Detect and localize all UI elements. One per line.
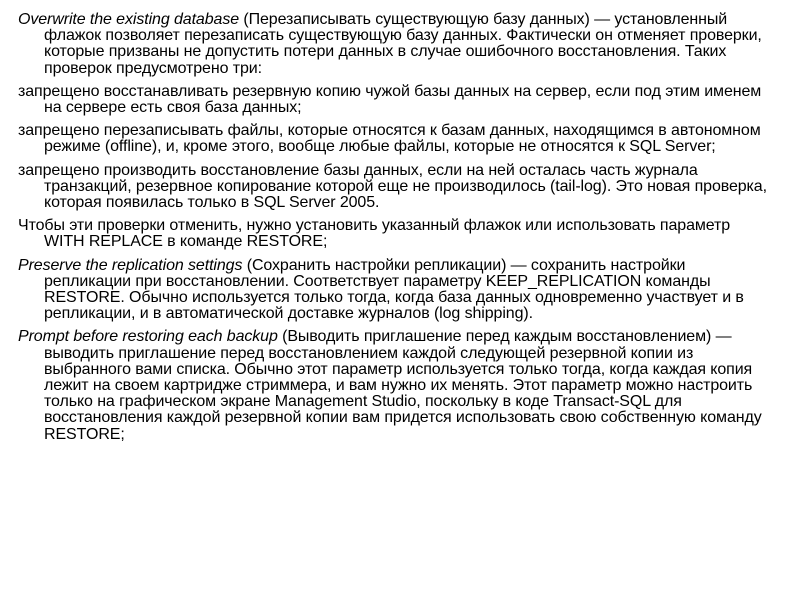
paragraph-text: Чтобы эти проверки отменить, нужно установить указанный флажок или использовать параметр WITH REPLACE в команде RESTORE; xyxy=(18,217,731,251)
paragraph-check-tail-log xyxy=(18,163,770,212)
paragraph-text: (Выводить приглашение перед каждым восстановлением) — выводить приглашение перед восстановлением каждой следующей резервной копии из выбранного вами списка. Обычно этот параметр используется только тогда, когда каждая копия лежит на своем картридже стриммера, и вам нужно их менять. Этот параметр можно настроить только на графическом экране Management Studio, поскольку в коде Transact-SQL для восстановления каждой резервной копии вам придется использовать свою собственную команду RESTORE; xyxy=(44,328,762,443)
paragraph-overwrite-option xyxy=(18,12,770,77)
paragraph-text: запрещено производить восстановление базы данных, если на ней осталась часть журнала транзакций, резервное копирование которой еще не производилось (tail-log). Это новая проверка, которая появилась только в SQL Server 2005. xyxy=(18,161,767,212)
option-term: Preserve the replication settings xyxy=(18,256,243,274)
paragraph-check-offline-files xyxy=(18,123,770,155)
paragraph-check-foreign-backup xyxy=(18,84,770,116)
paragraph-prompt-before-restore-option xyxy=(18,329,770,442)
document-body xyxy=(18,12,770,449)
paragraph-preserve-replication-option xyxy=(18,258,770,323)
paragraph-text: (Перезаписывать существующую базу данных) — установленный флажок позволяет перезаписать существующую базу данных. Фактически он отменяет проверки, которые призваны не допустить потери данных в случае ошибочного восстановления. Таких проверок предусмотрено три: xyxy=(44,11,762,77)
paragraph-with-replace xyxy=(18,218,770,250)
paragraph-text: запрещено перезаписывать файлы, которые относятся к базам данных, находящимся в автономном режиме (offline), и, кроме этого, вообще любые файлы, которые не относятся к SQL Server; xyxy=(18,122,761,156)
option-term: Overwrite the existing database xyxy=(18,11,240,28)
option-term: Prompt before restoring each backup xyxy=(18,328,278,346)
paragraph-text: (Сохранить настройки репликации) — сохранить настройки репликации при восстановлении. Соответствует параметру KEEP_REPLICATION команды RESTORE. Обычно используется только тогда, когда база данных одновременно участвует и в репликации, и в автоматической доставке журналов (log shipping). xyxy=(44,256,744,323)
paragraph-text: запрещено восстанавливать резервную копию чужой базы данных на сервер, если под этим именем на сервере есть своя база данных; xyxy=(18,82,762,117)
